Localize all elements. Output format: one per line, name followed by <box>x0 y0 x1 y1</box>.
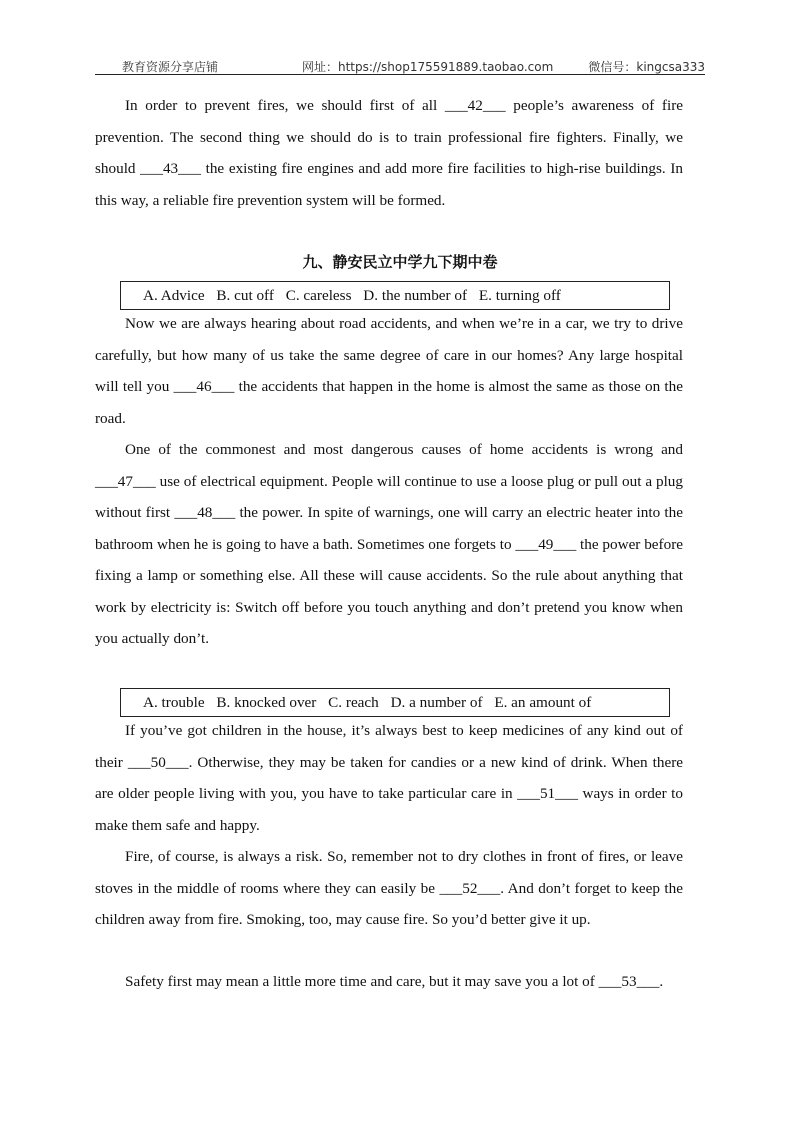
part1-paragraph-1: Now we are always hearing about road accidents, and when we’re in a car, we try to drive carefully, but how many of us take the same degree of care in our homes? Any large hospital will tell you ___46___ the accidents that happen in the home is almost the same as those on the road. <box>95 315 683 427</box>
option-a: A. trouble <box>143 694 205 711</box>
option-box-2 <box>120 688 670 717</box>
section-title: 九、静安民立中学九下期中卷 <box>302 253 498 271</box>
option-e: E. turning off <box>478 287 561 304</box>
option-d: D. the number of <box>363 287 468 304</box>
header-url: 网址：https://shop175591889.taobao.com <box>302 60 554 74</box>
option-c: C. reach <box>328 694 379 711</box>
option-d: D. a number of <box>390 694 483 711</box>
header-shop-name: 教育资源分享店铺 <box>122 60 219 74</box>
option-box-1 <box>120 281 670 310</box>
part2-paragraph-2: Fire, of course, is always a risk. So, remember not to dry clothes in front of fires, or leave stoves in the middle of rooms where they can easily be ___52___. And don’t forget to keep the children away from fire. Smoking, too, may cause fire. So you’d better give it up. <box>95 848 683 928</box>
part1-paragraph-2: One of the commonest and most dangerous causes of home accidents is wrong and ___47___ use of electrical equipment. People will continue to use a loose plug or pull out a plug without first ___48___ the power. In spite of warnings, one will carry an electric heater into the bathroom when he is going to have a bath. Sometimes one forgets to ___49___ the power before fixing a lamp or something else. All these will cause accidents. So the rule about anything that work by electricity is: Switch off before you touch anything and don’t pretend you know when you actually don’t. <box>95 441 683 647</box>
option-e: E. an amount of <box>494 694 592 711</box>
option-c: C. careless <box>285 287 352 304</box>
part2-paragraph-1: If you’ve got children in the house, it’s always best to keep medicines of any kind out of their ___50___. Otherwise, they may be taken for candies or a new kind of drink. When there are older people living with you, you have to take particular care in ___51___ ways in order to make them safe and happy. <box>95 722 683 834</box>
header-wechat: 微信号：kingcsa333 <box>588 60 705 74</box>
option-b: B. knocked over <box>216 694 317 711</box>
option-b: B. cut off <box>216 287 274 304</box>
option-a: A. Advice <box>143 287 205 304</box>
part2-paragraph-3: Safety first may mean a little more time and care, but it may save you a lot of ___53___. <box>125 973 664 990</box>
page-header <box>95 56 705 75</box>
intro-paragraph: In order to prevent fires, we should first of all ___42___ people’s awareness of fire prevention. The second thing we should do is to train professional fire fighters. Finally, we should ___43___ the existing fire engines and add more fire facilities to high-rise buildings. In this way, a reliable fire prevention system will be formed. <box>95 97 683 209</box>
